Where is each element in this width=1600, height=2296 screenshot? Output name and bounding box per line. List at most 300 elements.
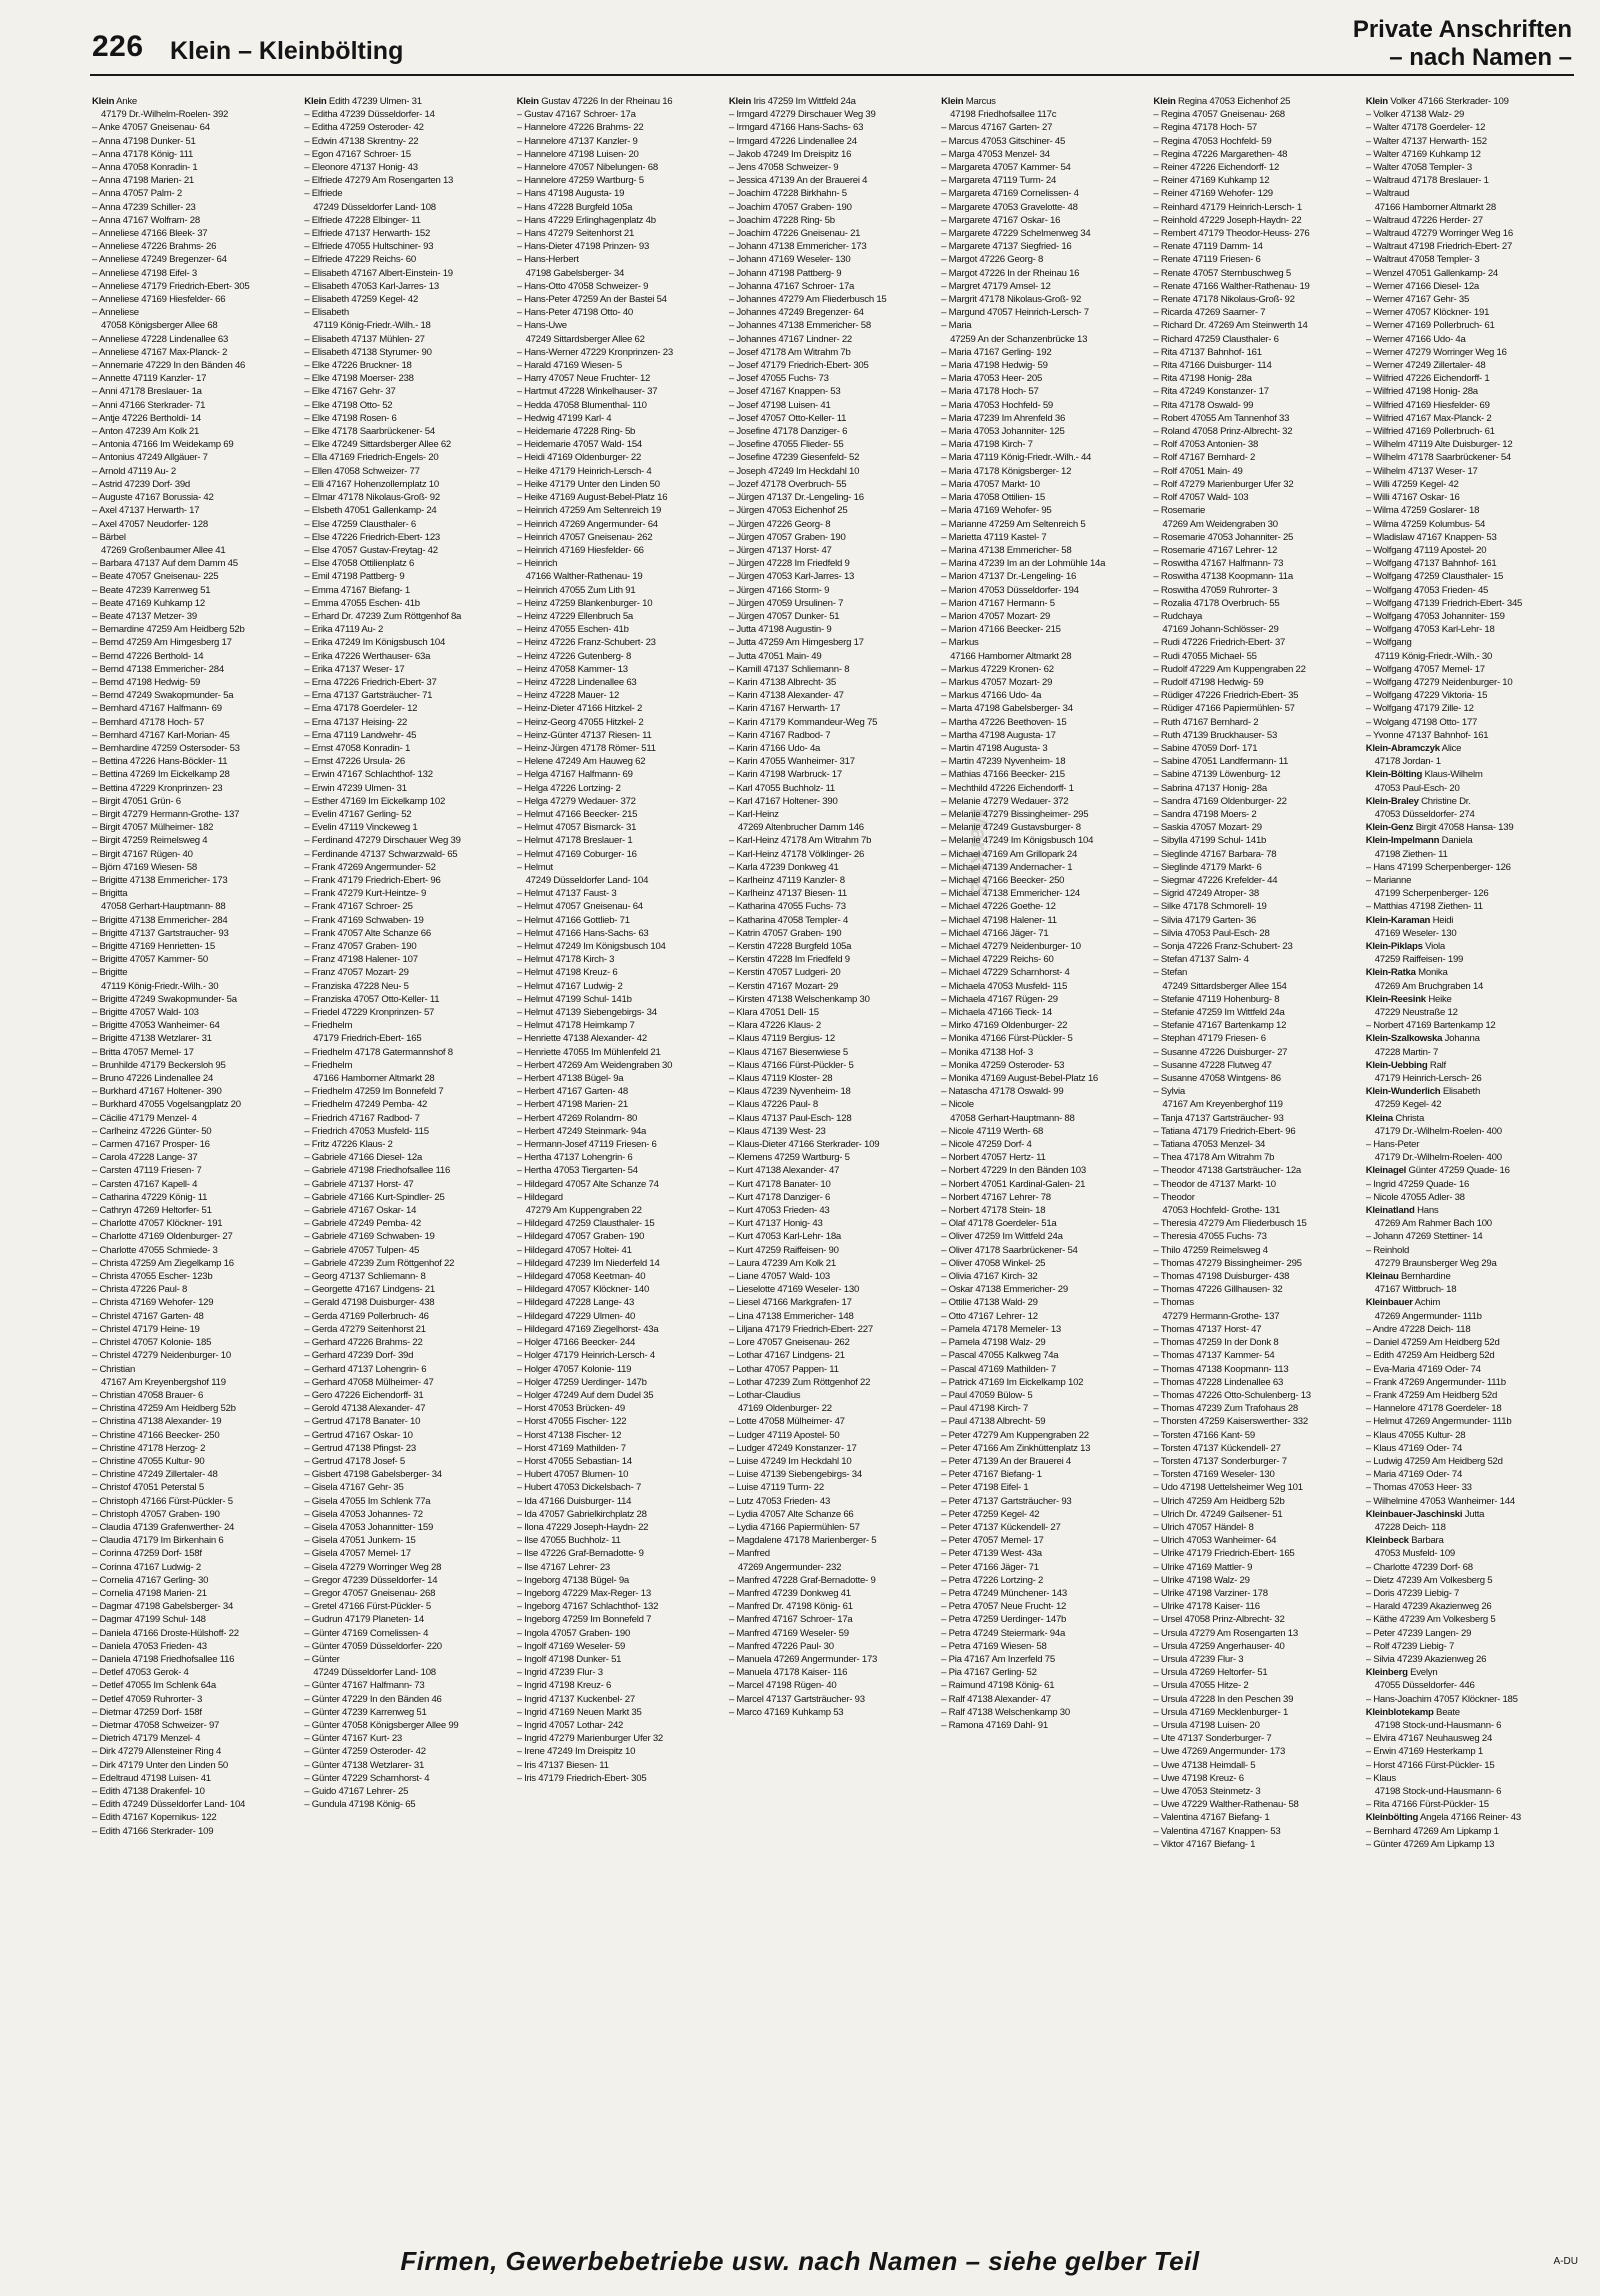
directory-entry: [941, 1402, 1147, 1415]
entry-text: – Claudia 47139 Grafenwerther- 24: [92, 1521, 235, 1533]
directory-entry: [729, 451, 935, 464]
entry-text: – Hans 47228 Burgfeld 105a: [516, 201, 633, 213]
entry-text: – Günter 47239 Karrenweg 51: [304, 1706, 427, 1718]
directory-entry: [517, 729, 723, 742]
entry-text: – Sandra 47169 Oldenburger- 22: [1153, 795, 1287, 807]
directory-entry: [941, 1481, 1147, 1494]
directory-entry: [304, 1613, 510, 1626]
directory-entry: [1153, 1759, 1359, 1772]
directory-entry: [1366, 425, 1572, 438]
directory-entry: [941, 1151, 1147, 1164]
entry-text: – Reiner 47169 Wehofer- 129: [1153, 188, 1273, 200]
directory-entry: [1366, 1270, 1572, 1283]
entry-text: – Anneliese 47226 Brahms- 26: [92, 241, 217, 253]
directory-entry: [517, 993, 723, 1006]
entry-text: – Waltraud: [1365, 188, 1410, 200]
directory-entry: [304, 438, 510, 451]
directory-entry: [1153, 1640, 1359, 1653]
directory-entry: [729, 1534, 935, 1547]
directory-entry: [517, 1587, 723, 1600]
directory-entry: [517, 478, 723, 491]
entry-text: – Ingrid 47259 Quade- 16: [1365, 1178, 1470, 1190]
entry-text: – Margot 47226 In der Rheinau 16: [941, 267, 1080, 279]
directory-entry: [1366, 1811, 1572, 1824]
entry-text: – Erika 47226 Werthauser- 63a: [304, 650, 431, 662]
directory-entry: [92, 1627, 298, 1640]
entry-text: 47198 Stock-und-Hausmann- 6: [1374, 1786, 1502, 1797]
entry-text: – Friedrich 47053 Musfeld- 115: [304, 1125, 429, 1137]
directory-entry: [941, 161, 1147, 174]
directory-entry: [1366, 676, 1572, 689]
entry-text: – Gerhard 47239 Dorf- 39d: [304, 1350, 414, 1362]
directory-entry: [729, 333, 935, 346]
entry-text: – Renate 47119 Friesen- 6: [1153, 254, 1261, 266]
entry-text: – Rudi 47055 Michael- 55: [1153, 650, 1257, 662]
directory-entry: [304, 795, 510, 808]
entry-text: – Uwe 47138 Heimdall- 5: [1153, 1759, 1256, 1771]
directory-entry: [729, 267, 935, 280]
entry-text: – Ralf 47138 Alexander- 47: [941, 1693, 1051, 1705]
entry-text: – Natascha 47178 Oswald- 99: [941, 1086, 1064, 1098]
directory-entry: [304, 121, 510, 134]
entry-text: – Stefanie 47119 Hohenburg- 8: [1153, 993, 1280, 1005]
entry-text: – Horst 47138 Fischer- 12: [516, 1429, 622, 1441]
entry-text: – Bettina 47226 Hans-Böckler- 11: [92, 756, 228, 768]
entry-text: – Hans 47279 Seitenhorst 21: [516, 228, 635, 240]
entry-text: – Nicole 47259 Dorf- 4: [941, 1139, 1032, 1151]
entry-text: – Regina 47053 Hochfeld- 59: [1153, 135, 1272, 147]
directory-entry: [304, 1323, 510, 1336]
faded-stamp: [958, 808, 996, 958]
directory-entry: [941, 966, 1147, 979]
directory-entry: [304, 927, 510, 940]
entry-text: – Bernardine 47259 Am Heidberg 52b: [92, 624, 245, 636]
entry-text: – Oskar 47138 Emmericher- 29: [941, 1284, 1068, 1296]
directory-entry: [1153, 1693, 1359, 1706]
directory-entry: [729, 834, 935, 847]
entry-text: – Johann 47198 Pattberg- 9: [728, 267, 842, 279]
entry-text: – Gisela 47279 Worringer Weg 28: [304, 1561, 442, 1573]
directory-entry: [517, 214, 723, 227]
directory-entry: [1366, 465, 1572, 478]
entry-text: – Carsten 47167 Kapell- 4: [92, 1178, 198, 1190]
directory-entry: [517, 518, 723, 531]
entry-text: – Holger 47057 Kolonie- 119: [516, 1363, 632, 1375]
entry-text: – Susanne 47228 Flutweg 47: [1153, 1059, 1272, 1071]
entry-text: – Holger 47166 Beecker- 244: [516, 1337, 636, 1349]
directory-entry: [941, 399, 1147, 412]
directory-entry: [304, 1059, 510, 1072]
entry-text: – Ingeborg 47167 Schlachthof- 132: [516, 1601, 659, 1613]
directory-entry: [1366, 716, 1572, 729]
entry-text: – Liane 47057 Wald- 103: [728, 1271, 830, 1283]
entry-text: – Ursula 47259 Angerhauser- 40: [1153, 1640, 1285, 1652]
directory-entry: [1366, 808, 1572, 821]
entry-text: – Ralf 47138 Welschenkamp 30: [941, 1706, 1070, 1718]
directory-entry: [729, 610, 935, 623]
directory-entry: [729, 478, 935, 491]
directory-entry: [729, 1521, 935, 1534]
directory-entry: [729, 742, 935, 755]
directory-entry: [1153, 1006, 1359, 1019]
entry-text: – Heidemarie 47057 Wald- 154: [516, 439, 642, 451]
directory-entry: [1366, 121, 1572, 134]
entry-text: – Lothar 47239 Zum Röttgenhof 22: [728, 1376, 871, 1388]
directory-entry: [1366, 1508, 1572, 1521]
entry-text: – Wilhelm 47178 Saarbrückener- 54: [1365, 452, 1512, 464]
entry-text: – Sylvia: [1153, 1086, 1185, 1098]
directory-entry: [729, 280, 935, 293]
directory-entry: [1366, 966, 1572, 979]
directory-entry: [1153, 1772, 1359, 1785]
entry-text: – Yvonne 47137 Bahnhof- 161: [1365, 729, 1489, 741]
directory-entry: [92, 834, 298, 847]
directory-entry: [941, 346, 1147, 359]
entry-text: – Doris 47239 Liebig- 7: [1365, 1587, 1460, 1599]
entry-text: – Günter 47229 In den Bänden 46: [304, 1693, 442, 1705]
directory-entry: [1366, 412, 1572, 425]
entry-text: – Hans-Otto 47058 Schweizer- 9: [516, 280, 649, 292]
entry-text: – Sigrid 47249 Atroper- 38: [1153, 888, 1259, 900]
entry-text: – Wolfgang 47053 Karl-Lehr- 18: [1365, 624, 1495, 636]
directory-entry: [517, 1138, 723, 1151]
entry-text: – Michael 47166 Beecker- 250: [941, 874, 1065, 886]
entry-text: – Gisela 47051 Junkern- 15: [304, 1535, 416, 1547]
directory-entry: [1366, 187, 1572, 200]
entry-text: – Susanne 47058 Wintgens- 86: [1153, 1073, 1281, 1085]
directory-entry: [517, 650, 723, 663]
entry-text: – Gerold 47138 Alexander- 47: [304, 1403, 426, 1415]
entry-text: – Horst 47055 Fischer- 122: [516, 1416, 627, 1428]
directory-entry: [1366, 1481, 1572, 1494]
directory-entry: [1366, 1336, 1572, 1349]
directory-entry: [941, 504, 1147, 517]
directory-entry: [517, 1508, 723, 1521]
directory-entry: [1366, 887, 1572, 900]
directory-entry: [1153, 900, 1359, 913]
directory-entry: [1366, 319, 1572, 332]
entry-text: 47053 Paul-Esch- 20: [1374, 782, 1460, 794]
entry-text: – Christine 47178 Herzog- 2: [92, 1442, 206, 1454]
directory-entry: [92, 1468, 298, 1481]
entry-text: – Harald 47239 Akazienweg 26: [1365, 1601, 1492, 1613]
directory-entry: [1366, 861, 1572, 874]
entry-text: – Rozalia 47178 Overbruch- 55: [1153, 597, 1280, 609]
entry-text: – Corinna 47167 Ludwig- 2: [92, 1561, 201, 1573]
directory-entry: [941, 597, 1147, 610]
entry-text: – Uwe 47229 Walther-Rathenau- 58: [1153, 1799, 1299, 1811]
entry-text: – Pia 47167 Gerling- 52: [941, 1667, 1037, 1679]
directory-entry: [92, 214, 298, 227]
directory-entry: [1153, 544, 1359, 557]
entry-text: – Astrid 47239 Dorf- 39d: [92, 478, 190, 490]
directory-entry: [304, 1693, 510, 1706]
entry-text: Ralf: [1429, 1059, 1446, 1071]
entry-text: – Maria 47178 Königsberger- 12: [941, 465, 1072, 477]
entry-surname: Klein: [941, 96, 964, 107]
directory-entry: [941, 1429, 1147, 1442]
entry-text: – Anna 47167 Wolfram- 28: [92, 214, 200, 226]
entry-text: 47179 Dr.-Wilhelm-Roelen- 400: [1374, 1125, 1502, 1137]
entry-text: – Stefanie 47167 Bartenkamp 12: [1153, 1020, 1287, 1032]
entry-text: – Anton 47239 Am Kolk 21: [92, 426, 200, 438]
directory-entry: [92, 1693, 298, 1706]
directory-entry: [1153, 174, 1359, 187]
directory-entry: [92, 319, 298, 332]
entry-text: – Petra 47249 Münchener- 143: [941, 1587, 1067, 1599]
directory-entry: [1153, 1046, 1359, 1059]
directory-entry: [729, 187, 935, 200]
directory-entry: [1153, 650, 1359, 663]
entry-text: – Ulrike 47179 Friedrich-Ebert- 165: [1153, 1548, 1295, 1560]
directory-entry: [304, 1547, 510, 1560]
entry-text: – Ellen 47058 Schweizer- 77: [304, 465, 420, 477]
entry-text: Elisabeth: [1442, 1086, 1481, 1098]
entry-text: – Rosemarie 47053 Johanniter- 25: [1153, 531, 1294, 543]
directory-entry: [1366, 253, 1572, 266]
entry-text: 47279 Am Kuppengraben 22: [525, 1205, 642, 1217]
entry-text: – Torsten 47166 Kant- 59: [1153, 1429, 1255, 1441]
entry-text: – Lore 47057 Gneisenau- 262: [728, 1337, 850, 1349]
directory-entry: [517, 676, 723, 689]
directory-entry: [92, 993, 298, 1006]
entry-text: – Uwe 47053 Steinmetz- 3: [1153, 1786, 1261, 1797]
entry-text: – Hartmut 47228 Winkelhauser- 37: [516, 386, 658, 398]
directory-entry: [1366, 148, 1572, 161]
directory-entry: [92, 1059, 298, 1072]
entry-text: – Dietmar 47259 Dorf- 158f: [92, 1706, 202, 1718]
entry-text: – Karin 47179 Kommandeur-Weg 75: [728, 716, 878, 728]
entry-text: – Kurt 47178 Danziger- 6: [728, 1191, 831, 1203]
entry-text: – Theodor de 47137 Markt- 10: [1153, 1178, 1276, 1190]
entry-text: – Ingeborg 47229 Max-Reger- 13: [516, 1587, 651, 1599]
entry-text: – Heike 47169 August-Bebel-Platz 16: [516, 492, 668, 504]
entry-text: – Ingrid 47137 Kuckenbel- 27: [516, 1693, 635, 1705]
directory-entry: [729, 1125, 935, 1138]
entry-text: 47228 Deich- 118: [1374, 1521, 1446, 1533]
directory-entry: [304, 1561, 510, 1574]
directory-entry: [941, 187, 1147, 200]
directory-entry: [304, 636, 510, 649]
directory-entry: [729, 1561, 935, 1574]
directory-entry: [941, 702, 1147, 715]
directory-entry: [517, 927, 723, 940]
directory-entry: [1366, 240, 1572, 253]
directory-entry: [304, 1098, 510, 1111]
entry-text: – Martha 47226 Beethoven- 15: [941, 716, 1067, 728]
entry-text: – Wilhelm 47119 Alte Duisburger- 12: [1365, 439, 1513, 451]
entry-text: – Hannelore 47226 Brahms- 22: [516, 122, 644, 134]
directory-entry: [941, 1640, 1147, 1653]
directory-entry: [1153, 742, 1359, 755]
directory-column-7: [1366, 95, 1572, 2230]
directory-entry: [517, 372, 723, 385]
entry-text: – Edith 47166 Sterkrader- 109: [92, 1825, 214, 1837]
directory-entry: [92, 1772, 298, 1785]
entry-text: – Markus 47166 Udo- 4a: [941, 690, 1042, 702]
directory-entry: [92, 280, 298, 293]
entry-text: – Katharina 47055 Fuchs- 73: [728, 901, 846, 913]
directory-entry: [517, 782, 723, 795]
directory-entry: [304, 95, 510, 108]
directory-entry: [941, 465, 1147, 478]
directory-entry: [517, 663, 723, 676]
entry-text: – Stefanie 47259 Im Wittfeld 24a: [1153, 1007, 1285, 1019]
entry-text: – Sabine 47051 Landfermann- 11: [1153, 756, 1289, 768]
entry-text: – Edith 47138 Drakenfel- 10: [92, 1786, 205, 1797]
directory-entry: [729, 1178, 935, 1191]
directory-entry: [1366, 570, 1572, 583]
entry-text: – Werner 47166 Udo- 4a: [1365, 333, 1466, 345]
directory-entry: [517, 1745, 723, 1758]
directory-entry: [941, 1653, 1147, 1666]
entry-text: – Gerald 47198 Duisburger- 438: [304, 1297, 435, 1309]
entry-text: – Hans 47198 Augusta- 19: [516, 188, 625, 200]
entry-text: – Magdalene 47178 Marienberger- 5: [728, 1535, 877, 1547]
entry-text: – Monika 47138 Hof- 3: [941, 1046, 1033, 1058]
entry-text: – Rüdiger 47166 Papiermühlen- 57: [1153, 703, 1295, 715]
entry-text: – Jutta 47051 Main- 49: [728, 650, 822, 662]
entry-text: – Ida 47166 Duisburger- 114: [516, 1495, 632, 1507]
directory-entry: [92, 1442, 298, 1455]
directory-entry: [517, 267, 723, 280]
entry-text: – Holger 47249 Auf dem Dudel 35: [516, 1389, 654, 1401]
entry-text: – Helmut 47169 Coburger- 16: [516, 848, 637, 860]
directory-entry: [1153, 584, 1359, 597]
entry-surname: Klein-Braley: [1365, 795, 1419, 807]
directory-entry: [941, 451, 1147, 464]
entry-text: – Helmut 47057 Bismarck- 31: [516, 822, 637, 834]
directory-entry: [92, 1112, 298, 1125]
entry-text: 47199 Scherpenberger- 126: [1374, 888, 1489, 900]
directory-entry: [1366, 478, 1572, 491]
directory-entry: [92, 1046, 298, 1059]
entry-text: – Günter 47059 Düsseldorfer- 220: [304, 1640, 442, 1652]
entry-text: 47167 Am Kreyenbergshof 119: [101, 1376, 226, 1388]
directory-entry: [1153, 1534, 1359, 1547]
directory-entry: [941, 1521, 1147, 1534]
directory-entry: [517, 1296, 723, 1309]
directory-entry: [517, 187, 723, 200]
entry-text: – Dietrich 47179 Menzel- 4: [92, 1733, 201, 1745]
entry-surname: Kleinbauer: [1365, 1297, 1413, 1309]
entry-text: – Heike 47179 Unter den Linden 50: [516, 478, 660, 490]
entry-text: – Mathias 47166 Beecker- 215: [941, 769, 1065, 781]
entry-text: – Erika 47249 Im Königsbusch 104: [304, 637, 446, 649]
directory-entry: [1153, 1296, 1359, 1309]
entry-text: – Cornelia 47198 Marien- 21: [92, 1587, 207, 1599]
directory-entry: [941, 1310, 1147, 1323]
entry-text: – Maria 47178 Hoch- 57: [941, 386, 1039, 398]
directory-entry: [1366, 135, 1572, 148]
directory-entry: [304, 187, 510, 200]
entry-text: Evelyn: [1410, 1667, 1438, 1679]
directory-entry: [729, 1164, 935, 1177]
entry-text: 47119 König-Friedr.-Wilh.- 18: [313, 320, 431, 332]
entry-text: – Helga 47279 Wedauer- 372: [516, 795, 636, 807]
entry-text: – Martin 47239 Nyvenheim- 18: [941, 756, 1066, 768]
entry-text: – Thomas 47226 Otto-Schulenberg- 13: [1153, 1389, 1311, 1401]
entry-text: – Wolfgang 47119 Apostel- 20: [1365, 544, 1487, 556]
directory-entry: [304, 966, 510, 979]
directory-entry: [304, 1006, 510, 1019]
directory-entry: [92, 253, 298, 266]
entry-text: – Walter 47169 Kuhkamp 12: [1365, 148, 1481, 160]
entry-text: – Wolfgang 47179 Zille- 12: [1365, 703, 1474, 715]
entry-text: – Karin 47138 Albrecht- 35: [728, 676, 836, 688]
entry-surname: Kleinberg: [1365, 1667, 1408, 1679]
entry-text: – Hans 47229 Erlinghagenplatz 4b: [516, 214, 656, 226]
entry-text: – Pia 47167 Am Inzerfeld 75: [941, 1653, 1055, 1665]
entry-text: 47166 Walther-Rathenau- 19: [525, 571, 643, 583]
directory-entry: [729, 1336, 935, 1349]
directory-entry: [1153, 808, 1359, 821]
entry-text: – Rosemarie: [1153, 505, 1206, 517]
entry-text: – Horst 47166 Fürst-Pückler- 15: [1365, 1759, 1495, 1771]
directory-entry: [941, 1125, 1147, 1138]
directory-entry: [304, 570, 510, 583]
directory-entry: [92, 1534, 298, 1547]
directory-entry: [1366, 280, 1572, 293]
entry-text: – Johann 47138 Emmericher- 173: [728, 241, 867, 253]
entry-text: – Elfriede 47229 Reichs- 60: [304, 254, 416, 266]
entry-text: – Roswitha 47059 Ruhrorter- 3: [1153, 584, 1278, 596]
entry-text: – Dirk 47179 Unter den Linden 50: [92, 1759, 229, 1771]
directory-entry: [304, 280, 510, 293]
entry-text: – Gabriele 47239 Zum Röttgenhof 22: [304, 1257, 455, 1269]
entry-text: – Gretel 47166 Fürst-Pückler- 5: [304, 1601, 431, 1613]
directory-entry: [1153, 465, 1359, 478]
entry-text: 47259 Kegel- 42: [1374, 1099, 1442, 1111]
entry-text: – Charlotte 47239 Dorf- 68: [1365, 1561, 1473, 1573]
entry-text: – Hildegard 47057 Holtei- 41: [516, 1244, 632, 1256]
entry-text: – Anna 47198 Marien- 21: [92, 175, 194, 187]
entry-text: – Christa 47259 Am Ziegelkamp 16: [92, 1257, 234, 1269]
entry-text: – Rita 47137 Bahnhof- 161: [1153, 346, 1262, 358]
directory-entry: [304, 1455, 510, 1468]
entry-text: – Ferdinande 47137 Schwarzwald- 65: [304, 848, 458, 860]
entry-text: – Hermann-Josef 47119 Friesen- 6: [516, 1139, 657, 1151]
directory-entry: [1366, 1323, 1572, 1336]
directory-entry: [517, 887, 723, 900]
entry-text: 47229 Neustraße 12: [1374, 1007, 1458, 1019]
entry-text: – Brigitte 47057 Wald- 103: [92, 1007, 199, 1019]
entry-text: – Joachim 47228 Ring- 5b: [728, 214, 835, 226]
entry-text: – Manfred 47226 Paul- 30: [728, 1640, 834, 1652]
directory-entry: [304, 1732, 510, 1745]
entry-text: – Manfred Dr. 47198 König- 61: [728, 1601, 853, 1613]
entry-text: Hans: [1417, 1205, 1439, 1217]
directory-entry: [92, 1164, 298, 1177]
entry-text: – Reiner 47226 Eichendorff- 12: [1153, 162, 1280, 174]
directory-entry: [1366, 518, 1572, 531]
directory-entry: [1153, 438, 1359, 451]
directory-entry: [92, 584, 298, 597]
directory-entry: [1153, 1230, 1359, 1243]
directory-column-3: [517, 95, 723, 2230]
directory-entry: [1366, 544, 1572, 557]
directory-entry: [1153, 1151, 1359, 1164]
directory-entry: [304, 584, 510, 597]
entry-text: – Joachim 47057 Graben- 190: [728, 201, 852, 213]
entry-text: – Torsten 47137 Kückendell- 27: [1153, 1442, 1281, 1454]
entry-text: – Bernhard 47269 Am Lipkamp 1: [1365, 1825, 1499, 1837]
directory-entry: [1153, 108, 1359, 121]
entry-text: – Heinz 47229 Ellenbruch 5a: [516, 610, 634, 622]
entry-text: – Heinz-Jürgen 47178 Römer- 511: [516, 742, 656, 754]
directory-entry: [729, 465, 935, 478]
directory-entry: [304, 1138, 510, 1151]
